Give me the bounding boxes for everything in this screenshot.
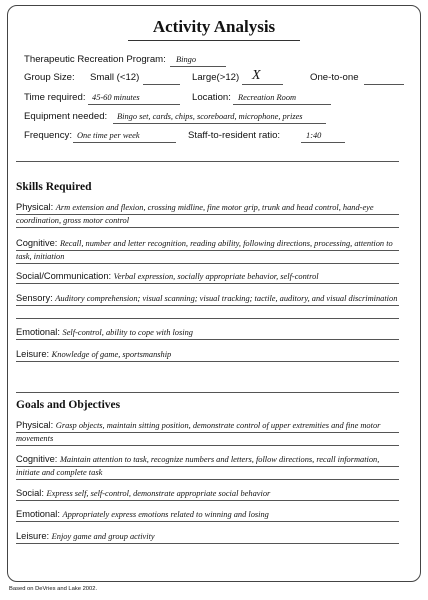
line xyxy=(16,521,399,522)
small-label: Small (<12) xyxy=(90,72,140,83)
line xyxy=(16,263,399,264)
line xyxy=(16,214,399,215)
equipment-underline xyxy=(113,123,326,124)
ratio-underline xyxy=(301,142,345,143)
skill-physical-value: Arm extension and flexion, crossing midline, fine motor grip, trunk and head control, hand-eye coordination, gross motor control xyxy=(16,203,374,225)
form-title: Activity Analysis xyxy=(152,17,276,36)
skill-social-value: Verbal expression, socially appropriate behavior, self-control xyxy=(113,272,319,281)
frequency-underline xyxy=(73,142,176,143)
location-label: Location: xyxy=(192,92,231,103)
program-label: Therapeutic Recreation Program: xyxy=(24,54,166,65)
line xyxy=(16,305,399,306)
source-note: Based on DeVries and Lake 2002. xyxy=(9,586,98,592)
goal-physical-value: Grasp objects, maintain sitting position, demonstrate control of upper extremities and fine motor movements xyxy=(16,421,381,443)
skill-physical-label: Physical: xyxy=(16,202,54,212)
goal-cognitive-label: Cognitive: xyxy=(16,454,58,464)
large-underline xyxy=(242,84,283,85)
small-underline xyxy=(143,84,180,85)
skill-sensory-label: Sensory: xyxy=(16,293,53,303)
goal-emotional-label: Emotional: xyxy=(16,509,60,519)
frequency-value: One time per week xyxy=(77,131,140,140)
title-underline xyxy=(128,40,300,41)
skill-emotional-value: Self-control, ability to cope with losing xyxy=(62,328,193,337)
section-divider xyxy=(16,161,399,162)
goals-heading: Goals and Objectives xyxy=(16,399,121,411)
line xyxy=(16,227,399,228)
section-divider xyxy=(16,392,399,393)
skill-leisure-value: Knowledge of game, sportsmanship xyxy=(51,350,172,359)
skill-emotional-label: Emotional: xyxy=(16,327,60,337)
goal-leisure-label: Leisure: xyxy=(16,531,50,541)
line xyxy=(16,500,399,501)
program-underline xyxy=(170,66,226,67)
frequency-label: Frequency: xyxy=(24,130,72,141)
goal-physical-label: Physical: xyxy=(16,420,54,430)
skill-leisure-label: Leisure: xyxy=(16,349,50,359)
one-to-one-label: One-to-one xyxy=(310,72,359,83)
time-underline xyxy=(88,104,180,105)
goal-leisure-value: Enjoy game and group activity xyxy=(51,532,155,541)
time-label: Time required: xyxy=(24,92,86,103)
group-size-label: Group Size: xyxy=(24,72,75,83)
goal-social-value: Express self, self-control, demonstrate appropriate social behavior xyxy=(46,489,271,498)
skill-sensory xyxy=(16,292,399,305)
skill-social xyxy=(16,270,399,283)
skill-cognitive-label: Cognitive: xyxy=(16,238,58,248)
line xyxy=(16,339,399,340)
skill-emotional xyxy=(16,326,399,339)
line xyxy=(16,479,399,480)
location-underline xyxy=(233,104,331,105)
goal-social-label: Social: xyxy=(16,488,44,498)
equipment-value: Bingo set, cards, chips, scoreboard, microphone, prizes xyxy=(117,112,303,121)
skill-leisure xyxy=(16,348,399,361)
line xyxy=(16,250,399,251)
skill-cognitive-value: Recall, number and letter recognition, reading ability, following directions, processing, attention to task, initiation xyxy=(16,239,393,261)
goal-emotional-value: Appropriately express emotions related to winning and losing xyxy=(62,510,269,519)
skill-sensory-value: Auditory comprehension; visual scanning; visual tracking; tactile, auditory, and visual discrimination xyxy=(55,294,398,303)
large-label: Large(>12) xyxy=(192,72,240,83)
ratio-value: 1:40 xyxy=(306,131,322,140)
line xyxy=(16,361,399,362)
line xyxy=(16,445,399,446)
line xyxy=(16,466,399,467)
program-value: Bingo xyxy=(176,55,197,64)
goal-emotional xyxy=(16,508,399,521)
one-to-one-underline xyxy=(364,84,404,85)
location-value: Recreation Room xyxy=(238,93,297,102)
goal-leisure xyxy=(16,530,399,543)
time-value: 45-60 minutes xyxy=(92,93,140,102)
goal-social xyxy=(16,487,399,500)
line xyxy=(16,283,399,284)
ratio-label: Staff-to-resident ratio: xyxy=(188,130,281,141)
large-check-mark: X xyxy=(252,68,261,83)
skills-heading: Skills Required xyxy=(16,181,92,193)
line xyxy=(16,318,399,319)
line xyxy=(16,543,399,544)
equipment-label: Equipment needed: xyxy=(24,111,108,122)
goal-cognitive-value: Maintain attention to task, recognize numbers and letters, follow directions, recall information, initiate and complete task xyxy=(16,455,380,477)
skill-social-label: Social/Communication: xyxy=(16,271,112,281)
line xyxy=(16,432,399,433)
